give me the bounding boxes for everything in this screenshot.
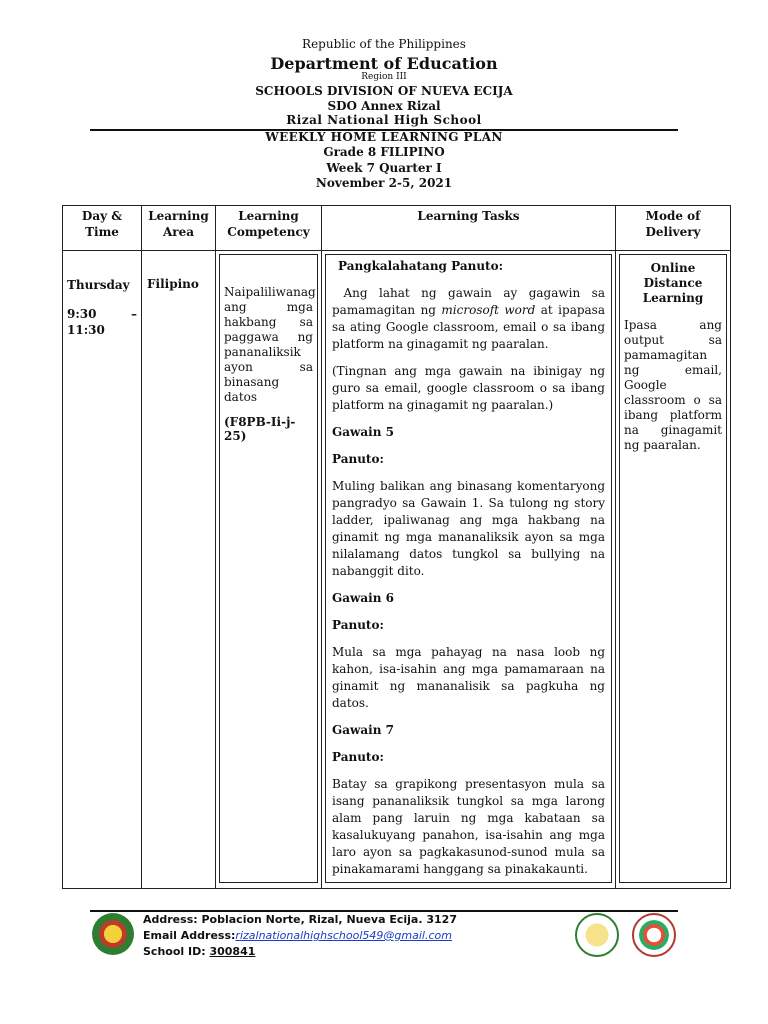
learning-area-cell [142, 251, 216, 889]
division-line: SCHOOLS DIVISION OF NUEVA ECIJA [255, 84, 513, 98]
header-learning-competency: Learning Competency [216, 206, 322, 251]
learning-tasks-cell [322, 251, 616, 889]
date-line: November 2-5, 2021 [315, 176, 453, 190]
plan-title: WEEKLY HOME LEARNING PLAN [265, 130, 503, 144]
general-instructions-note: (Tingnan ang mga gawain na ibinigay ng guro sa email, google classroom o sa ibang platform na ginagamit ng paaralan.) [332, 364, 605, 412]
gawain-5-title: Gawain 5 [332, 425, 394, 439]
competency-text: Naipaliliwanag ang mga hakbang sa paggawa ng pananaliksik ayon sa binasang datos [224, 285, 316, 404]
deped-seal-icon [575, 913, 619, 957]
day-text: Thursday [67, 278, 130, 292]
header-day-time: Day & Time [63, 206, 142, 251]
mode-of-delivery-cell [616, 251, 731, 889]
footer-school-id [143, 944, 457, 960]
general-instructions-title: Pangkalahatang Panuto: [338, 259, 504, 273]
general-instructions-text [332, 285, 605, 353]
competency-code: (F8PB-Ii-j-25) [224, 415, 296, 443]
learning-tasks-box [325, 254, 612, 883]
gawain-6-title: Gawain 6 [332, 591, 394, 605]
footer-address [143, 912, 457, 928]
email-link[interactable]: rizalnationalhighschool549@gmail.com [235, 929, 452, 942]
mode-text: Ipasa ang output sa pamamagitan ng email, Google classroom o sa ibang platform na ginagamit ng paaralan. [624, 318, 722, 452]
time-end: 11:30 [67, 323, 105, 337]
school-logo-icon [92, 913, 134, 955]
school-name: Rizal National High School [286, 113, 482, 127]
header-learning-tasks: Learning Tasks [322, 206, 616, 251]
time-dash: – [131, 307, 137, 321]
email-label: Email Address: [143, 929, 236, 942]
gawain-6-text: Mula sa mga pahayag na nasa loob ng kahon, isa-isahin ang mga pamamaraan na ginamit ng mananalisik sa pagkuha ng datos. [332, 645, 605, 710]
gawain-5-panuto: Panuto: [332, 452, 384, 466]
region-line: Region III [361, 72, 407, 82]
mode-box [619, 254, 727, 883]
gawain-7-text: Batay sa grapikong presentasyon mula sa isang pananaliksik tungkol sa mga larong alam pang laruin ng mga kabataan sa kasalukuyang panahon, isa-isahin ang mga laro ayon sa pagkakasunod-sunod mula sa pinakamarami hanggang sa pinakakaunti. [332, 777, 605, 876]
mode-title: Online Distance Learning [642, 261, 704, 305]
week-line: Week 7 Quarter I [326, 161, 442, 175]
sdo-seal-icon [632, 913, 676, 957]
learning-plan-table [62, 205, 731, 889]
general-text-part2: at ipapasa sa ating Google classroom, email o sa ibang platform na ginagamit ng paaralan. [332, 303, 605, 351]
time-start: 9:30 [67, 307, 97, 321]
footer-email [143, 928, 457, 944]
learning-area-text: Filipino [147, 277, 199, 291]
table-row [63, 251, 731, 889]
competency-box [219, 254, 318, 883]
address-label: Address: [143, 913, 198, 926]
header-learning-area: Learning Area [142, 206, 216, 251]
gawain-5-text: Muling balikan ang binasang komentaryong pangradyo sa Gawain 1. Sa tulong ng story ladder, ipaliwanag ang mga hakbang na ginamit ng mga mananaliksik ayon sa mga nilalamang datos tungkol sa bullying na nabanggit dito. [332, 479, 605, 578]
gawain-7-title: Gawain 7 [332, 723, 394, 737]
competency-cell [216, 251, 322, 889]
table-header-row [63, 206, 731, 251]
grade-line: Grade 8 FILIPINO [323, 145, 445, 159]
gawain-7-panuto: Panuto: [332, 750, 384, 764]
general-text-italic: microsoft word [441, 303, 536, 317]
gawain-6-panuto: Panuto: [332, 618, 384, 632]
department-title: Department of Education [270, 54, 498, 73]
day-time-cell [63, 251, 142, 889]
address-value: Poblacion Norte, Rizal, Nueva Ecija. 3127 [201, 913, 457, 926]
time-range [67, 306, 137, 322]
school-id-value: 300841 [209, 945, 256, 958]
general-text-part1: Ang lahat ng gawain ay gagawin sa pamamagitan ng [332, 286, 605, 317]
school-id-label: School ID: [143, 945, 206, 958]
sdo-line: SDO Annex Rizal [327, 99, 441, 113]
footer-contact [143, 912, 457, 960]
header-mode-of-delivery: Mode of Delivery [616, 206, 731, 251]
republic-line: Republic of the Philippines [302, 37, 466, 51]
